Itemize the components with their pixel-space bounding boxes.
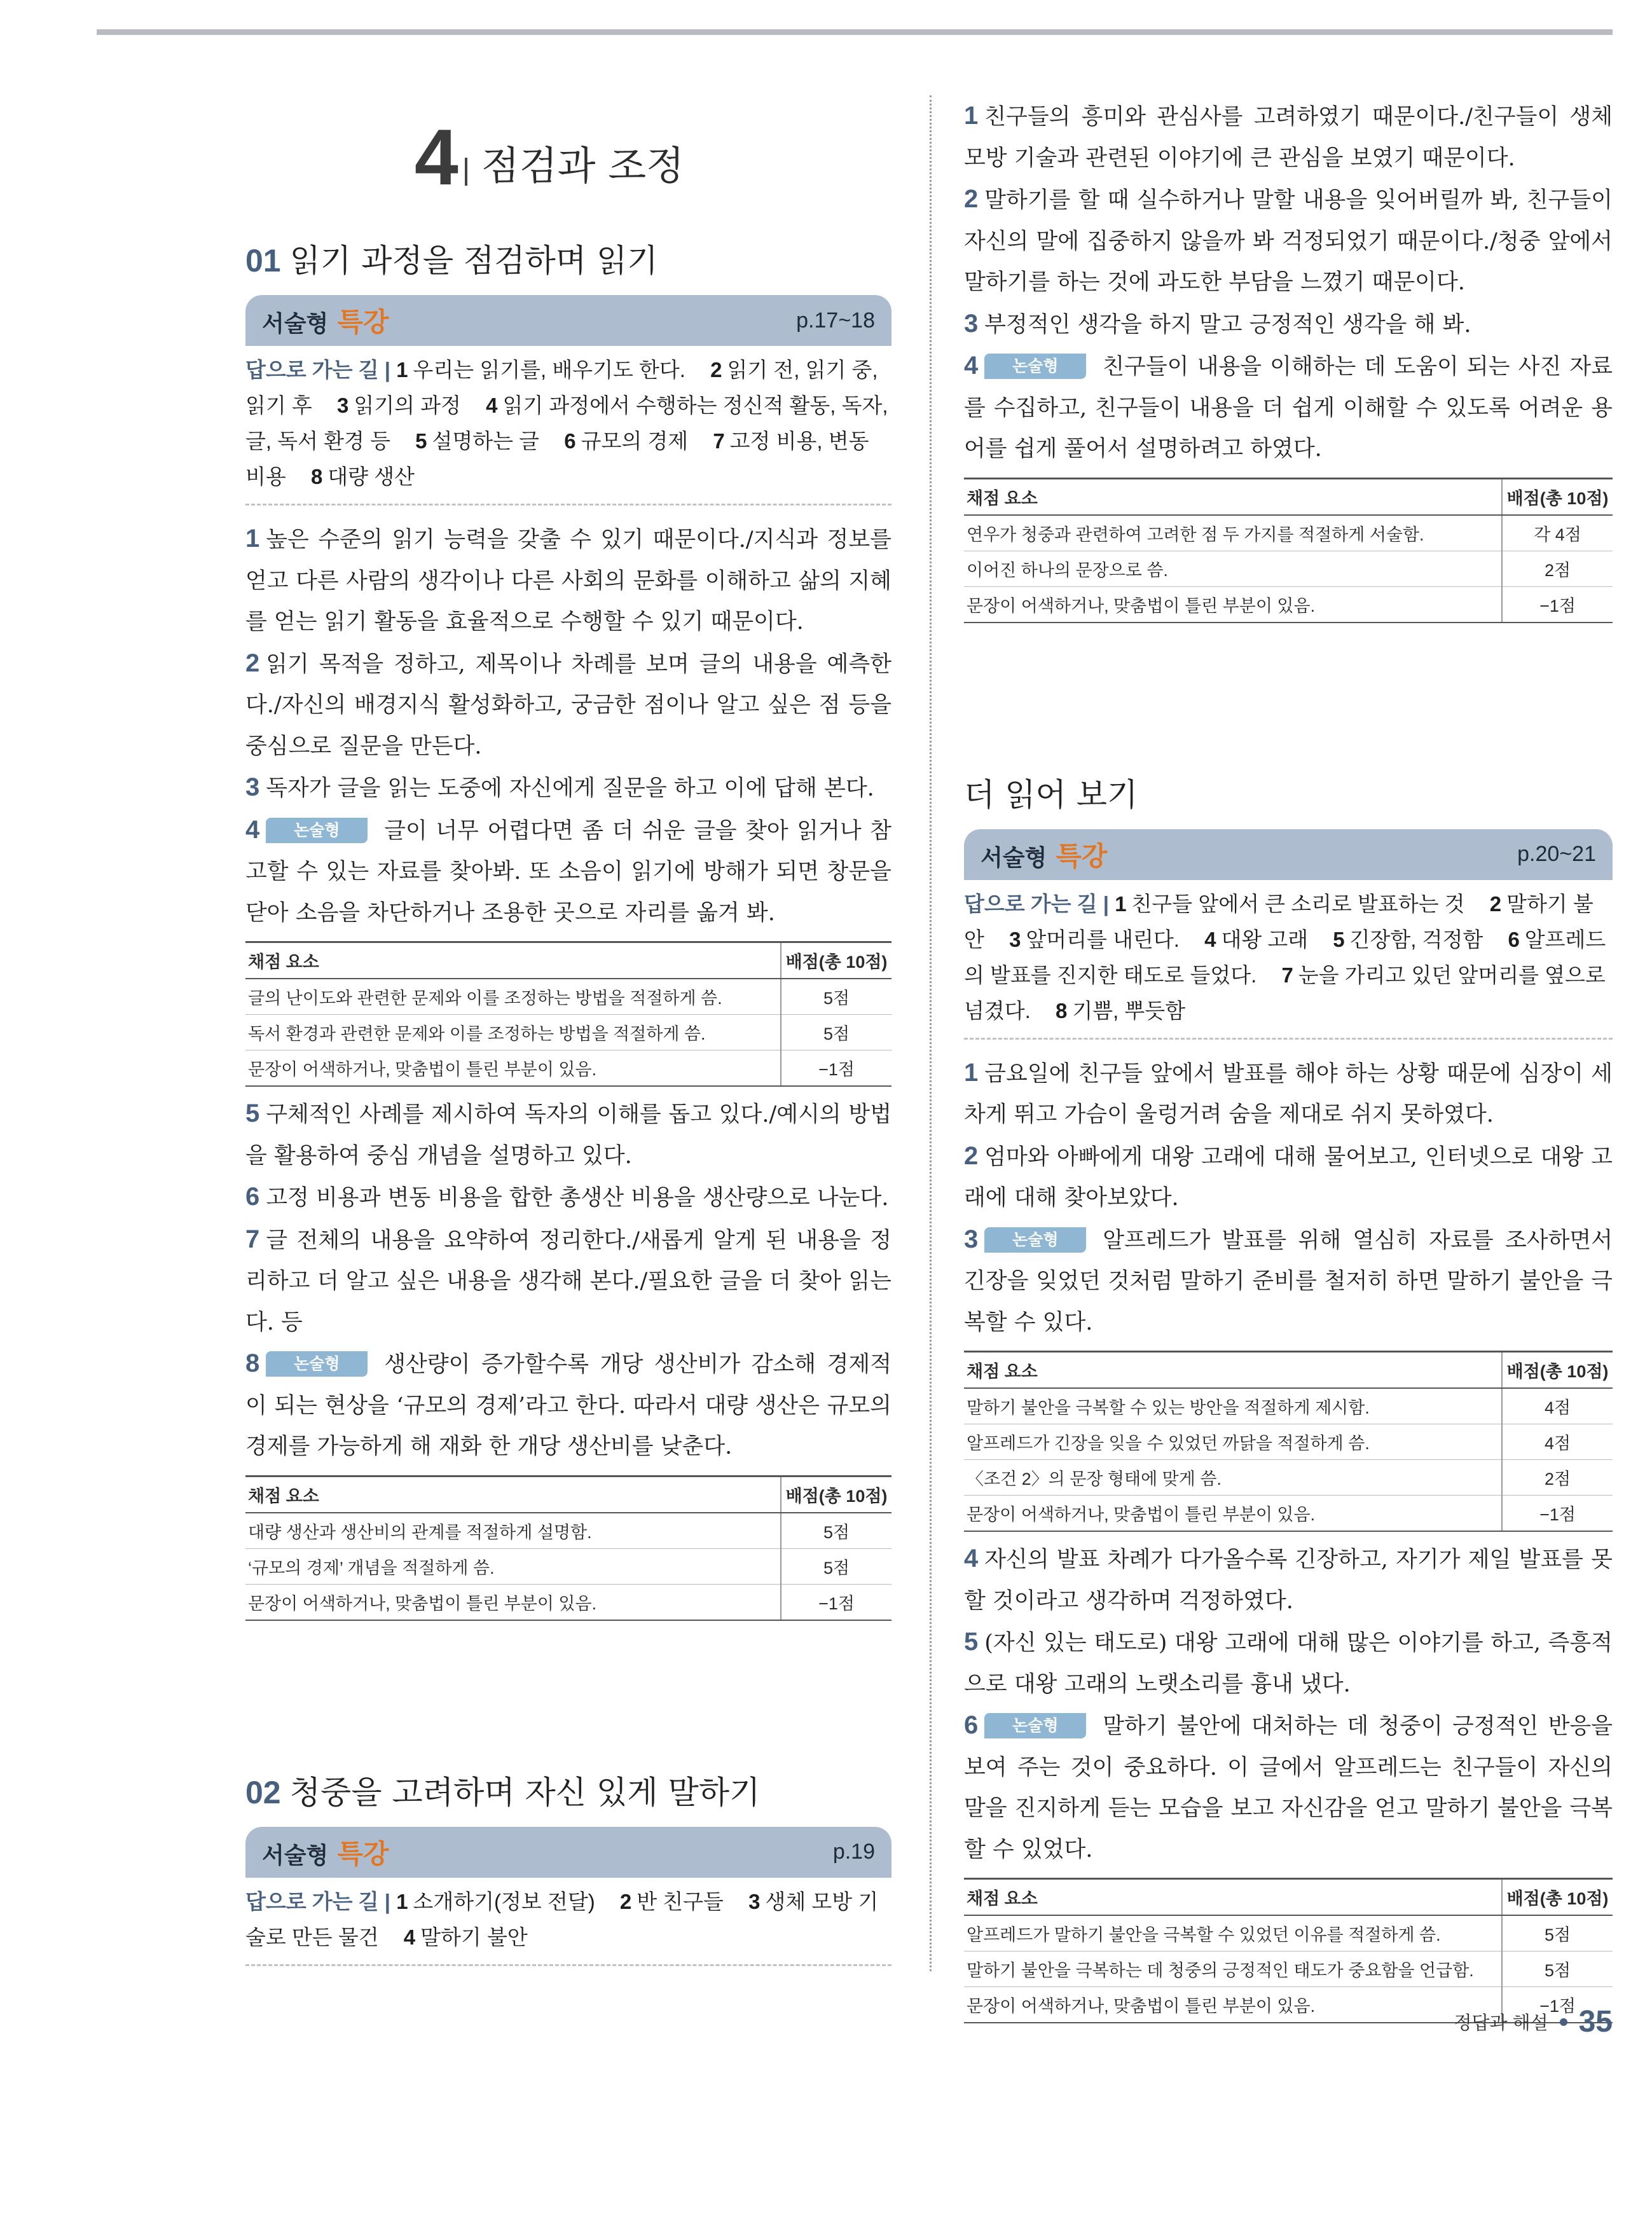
- answer-paragraph: 3 독자가 글을 읽는 도중에 자신에게 질문을 하고 이에 답해 본다.: [245, 773, 874, 801]
- section-title-text: 읽기 과정을 점검하며 읽기: [289, 242, 658, 279]
- table-row: 이어진 하나의 문장으로 씀. 2점: [964, 551, 1613, 586]
- table-row: 문장이 어색하거나, 맞춤법이 틀린 부분이 있음. −1점: [245, 1050, 891, 1087]
- section-title-02: [245, 1767, 891, 1813]
- unit-title-bar: [465, 158, 467, 186]
- section-number: 02: [245, 1774, 281, 1810]
- banner-pages: p.19: [832, 1840, 875, 1864]
- key-item: 7 고정 비용, 변동 비용: [245, 429, 869, 488]
- scoring-table: 채점 요소 배점(총 10점) 글의 난이도와 관련한 문제와 이를 조정하는 방법을 적절하게 씀. 5점 독서 환경과 관련한 문제와 이를 조정하는 방법을 적절하게 씀. 5점 문장이 어색하거나, 맞춤법이 틀린 부분이 있음. −1점: [245, 941, 891, 1087]
- table-row: 대량 생산과 생산비의 관계를 적절하게 설명함. 5점: [245, 1513, 891, 1549]
- table-row: 문장이 어색하거나, 맞춤법이 틀린 부분이 있음. −1점: [964, 1496, 1613, 1532]
- answer-key: [964, 880, 1613, 1040]
- essay-badge: 논술형: [266, 818, 368, 843]
- section-title-text: 청중을 고려하며 자신 있게 말하기: [289, 1773, 761, 1811]
- key-item: 5 설명하는 글: [415, 429, 540, 453]
- answer-paragraph: 5 (자신 있는 태도로) 대왕 고래에 대해 많은 이야기를 하고, 즉흥적으로 대왕 고래의 노랫소리를 흉내 냈다.: [964, 1628, 1613, 1697]
- section-title-01: [245, 235, 891, 281]
- section-title-more-reading: [964, 769, 1613, 815]
- table-row: 문장이 어색하거나, 맞춤법이 틀린 부분이 있음. −1점: [245, 1584, 891, 1620]
- section-banner: [964, 829, 1613, 880]
- scoring-table: 채점 요소 배점(총 10점) 말하기 불안을 극복할 수 있는 방안을 적절하게 제시함. 4점 알프레드가 긴장을 잊을 수 있었던 까닭을 적절하게 씀. 4점 〈조건 2〉의 문장 형태에 맞게 씀. 2점 문장이 어색하거나, 맞춤법이 틀린 부분이 있음. −1점: [964, 1351, 1613, 1532]
- answer-paragraph: 4 논술형 친구들이 내용을 이해하는 데 도움이 되는 사진 자료를 수집하고, 친구들이 내용을 더 쉽게 이해할 수 있도록 어려운 용어를 쉽게 풀어서 설명하려고 하였다.: [964, 352, 1613, 462]
- key-item: 4 읽기 과정에서 수행하는 정신적 활동, 독자, 글, 독서 환경 등: [245, 394, 888, 453]
- left-column: [245, 95, 891, 1966]
- section-banner: [245, 295, 891, 346]
- key-item: 4 대왕 고래: [1204, 927, 1309, 951]
- key-label: 답으로 가는 길 |: [245, 1889, 391, 1913]
- page-footer: [1454, 2004, 1613, 2039]
- table-row: 연우가 청중과 관련하여 고려한 점 두 가지를 적절하게 서술함. 각 4점: [964, 515, 1613, 551]
- essay-badge: 논술형: [266, 1351, 368, 1377]
- key-item: 1 친구들 앞에서 큰 소리로 발표하는 것: [1115, 891, 1465, 916]
- answer-paragraph: 5 구체적인 사례를 제시하여 독자의 이해를 돕고 있다./예시의 방법을 활용하여 중심 개념을 설명하고 있다.: [245, 1099, 891, 1169]
- unit-number: 4: [414, 114, 458, 202]
- key-item: 7 눈을 가리고 있던 앞머리를 옆으로 넘겼다.: [964, 963, 1606, 1022]
- section-banner: [245, 1827, 891, 1878]
- key-item: 6 알프레드의 발표를 진지한 태도로 들었다.: [964, 927, 1606, 987]
- unit-name: 점검과 조정: [481, 142, 685, 189]
- key-item: 4 말하기 불안: [403, 1925, 528, 1949]
- page-number: 35: [1578, 2005, 1613, 2039]
- answer-paragraph: 1 금요일에 친구들 앞에서 발표를 해야 하는 상황 때문에 심장이 세차게 뛰고 가슴이 울렁거려 숨을 제대로 쉬지 못하였다.: [964, 1058, 1613, 1127]
- table-row: ‘규모의 경제’ 개념을 적절하게 씀. 5점: [245, 1548, 891, 1584]
- banner-highlight: 특강: [1056, 840, 1108, 872]
- answer-paragraph: 1 친구들의 흥미와 관심사를 고려하였기 때문이다./친구들이 생체 모방 기술과 관련된 이야기에 큰 관심을 보였기 때문이다.: [964, 102, 1613, 171]
- answer-paragraph: 2 엄마와 아빠에게 대왕 고래에 대해 물어보고, 인터넷으로 대왕 고래에 대해 찾아보았다.: [964, 1141, 1613, 1211]
- footer-label: 정답과 해설: [1454, 2013, 1548, 2034]
- answer-paragraph: 2 말하기를 할 때 실수하거나 말할 내용을 잊어버릴까 봐, 친구들이 자신의 말에 집중하지 않을까 봐 걱정되었기 때문이다./청중 앞에서 말하기를 하는 것에 과도한 부담을 느꼈기 때문이다.: [964, 185, 1613, 295]
- essay-badge: 논술형: [984, 1713, 1086, 1738]
- essay-badge: 논술형: [984, 354, 1086, 379]
- table-row: 알프레드가 긴장을 잊을 수 있었던 까닭을 적절하게 씀. 4점: [964, 1424, 1613, 1460]
- answer-paragraph: 1 높은 수준의 읽기 능력을 갖출 수 있기 때문이다./지식과 정보를 얻고 다른 사람의 생각이나 다른 사회의 문화를 이해하고 삶의 지혜를 얻는 읽기 활동을 효율적으로 수행할 수 있기 때문이다.: [245, 525, 891, 635]
- key-item: 8 대량 생산: [310, 465, 415, 488]
- answer-key: [245, 346, 891, 506]
- table-row: 문장이 어색하거나, 맞춤법이 틀린 부분이 있음. −1점: [964, 1987, 1613, 2023]
- key-item: 2 반 친구들: [619, 1889, 724, 1913]
- answer-paragraph: 3 부정적인 생각을 하지 말고 긍정적인 생각을 해 봐.: [964, 309, 1471, 338]
- key-item: 1 소개하기(정보 전달): [396, 1889, 595, 1913]
- key-item: 2 읽기 전, 읽기 중, 읽기 후: [245, 358, 878, 417]
- key-item: 6 규모의 경제: [564, 429, 689, 453]
- key-item: 1 우리는 읽기를, 배우기도 한다.: [396, 358, 685, 382]
- banner-highlight: 특강: [337, 1838, 389, 1869]
- answer-paragraph: 3 논술형 알프레드가 발표를 위해 열심히 자료를 조사하면서 긴장을 잊었던 것처럼 말하기 준비를 철저히 하면 말하기 불안을 극복할 수 있다.: [964, 1225, 1613, 1335]
- table-row: 문장이 어색하거나, 맞춤법이 틀린 부분이 있음. −1점: [964, 586, 1613, 623]
- section-title-text: 더 읽어 보기: [964, 776, 1138, 813]
- section-number: 01: [245, 243, 281, 279]
- key-item: 3 앞머리를 내린다.: [1009, 927, 1180, 951]
- key-item: 3 읽기의 과정: [336, 394, 461, 417]
- table-row: 알프레드가 말하기 불안을 극복할 수 있었던 이유를 적절하게 씀. 5점: [964, 1915, 1613, 1951]
- unit-title: [207, 95, 891, 202]
- key-item: 8 기쁨, 뿌듯함: [1055, 998, 1186, 1022]
- table-row: 글의 난이도와 관련한 문제와 이를 조정하는 방법을 적절하게 씀. 5점: [245, 979, 891, 1015]
- scoring-table: 채점 요소 배점(총 10점) 연우가 청중과 관련하여 고려한 점 두 가지를 적절하게 서술함. 각 4점 이어진 하나의 문장으로 씀. 2점 문장이 어색하거나, 맞춤법이 틀린 부분이 있음. −1점: [964, 478, 1613, 623]
- column-divider: [930, 95, 932, 1971]
- answer-paragraph: 2 읽기 목적을 정하고, 제목이나 차례를 보며 글의 내용을 예측한다./자신의 배경지식 활성화하고, 궁금한 점이나 알고 싶은 점 등을 중심으로 질문을 만든다.: [245, 649, 891, 759]
- right-column: [964, 95, 1613, 2030]
- answer-paragraph: 6 고정 비용과 변동 비용을 합한 총생산 비용을 생산량으로 나눈다.: [245, 1183, 889, 1211]
- essay-badge: 논술형: [984, 1227, 1086, 1253]
- banner-label: 서술형: [262, 1842, 329, 1869]
- scoring-table: 채점 요소 배점(총 10점) 알프레드가 말하기 불안을 극복할 수 있었던 이유를 적절하게 씀. 5점 말하기 불안을 극복하는 데 청중의 긍정적인 태도가 중요함을 언급함. 5점 문장이 어색하거나, 맞춤법이 틀린 부분이 있음. −1점: [964, 1878, 1613, 2023]
- banner-pages: p.20~21: [1517, 842, 1596, 866]
- table-row: 말하기 불안을 극복하는 데 청중의 긍정적인 태도가 중요함을 언급함. 5점: [964, 1951, 1613, 1987]
- key-label: 답으로 가는 길 |: [245, 358, 391, 382]
- footer-dot: [1560, 2018, 1567, 2026]
- banner-label: 서술형: [981, 844, 1047, 871]
- table-row: 독서 환경과 관련한 문제와 이를 조정하는 방법을 적절하게 씀. 5점: [245, 1015, 891, 1050]
- top-rule: [97, 29, 1613, 35]
- key-item: 2 말하기 불안: [964, 891, 1593, 951]
- scoring-table: 채점 요소 배점(총 10점) 대량 생산과 생산비의 관계를 적절하게 설명함. 5점 ‘규모의 경제’ 개념을 적절하게 씀. 5점 문장이 어색하거나, 맞춤법이 틀린 부분이 있음. −1점: [245, 1475, 891, 1621]
- banner-pages: p.17~18: [796, 308, 875, 333]
- answer-paragraph: 7 글 전체의 내용을 요약하여 정리한다./새롭게 알게 된 내용을 정리하고 더 알고 싶은 내용을 생각해 본다./필요한 글을 더 찾아 읽는다. 등: [245, 1225, 891, 1335]
- answer-key: [245, 1878, 891, 1966]
- table-row: 〈조건 2〉의 문장 형태에 맞게 씀. 2점: [964, 1460, 1613, 1496]
- banner-highlight: 특강: [337, 306, 389, 338]
- answer-paragraph: 8 논술형 생산량이 증가할수록 개당 생산비가 감소해 경제적이 되는 현상을 ‘규모의 경제’라고 한다. 따라서 대량 생산은 규모의 경제를 가능하게 해 재화 한 개당 생산비를 낮춘다.: [245, 1349, 891, 1459]
- key-item: 3 생체 모방 기술로 만든 물건: [245, 1889, 879, 1949]
- answer-paragraph: 6 논술형 말하기 불안에 대처하는 데 청중이 긍정적인 반응을 보여 주는 것이 중요하다. 이 글에서 알프레드는 친구들이 자신의 말을 진지하게 듣는 모습을 보고 자신감을 얻고 말하기 불안을 극복할 수 있었다.: [964, 1711, 1613, 1862]
- key-item: 5 긴장함, 걱정함: [1333, 927, 1483, 951]
- banner-label: 서술형: [262, 311, 329, 337]
- table-row: 말하기 불안을 극복할 수 있는 방안을 적절하게 제시함. 4점: [964, 1388, 1613, 1424]
- answer-paragraph: 4 자신의 발표 차례가 다가올수록 긴장하고, 자기가 제일 발표를 못할 것이라고 생각하며 걱정하였다.: [964, 1545, 1613, 1614]
- key-label: 답으로 가는 길 |: [964, 891, 1110, 916]
- answer-paragraph: 4 논술형 글이 너무 어렵다면 좀 더 쉬운 글을 찾아 읽거나 참고할 수 있는 자료를 찾아봐. 또 소음이 읽기에 방해가 되면 창문을 닫아 소음을 차단하거나 조용한 곳으로 자리를 옮겨 봐.: [245, 815, 891, 926]
